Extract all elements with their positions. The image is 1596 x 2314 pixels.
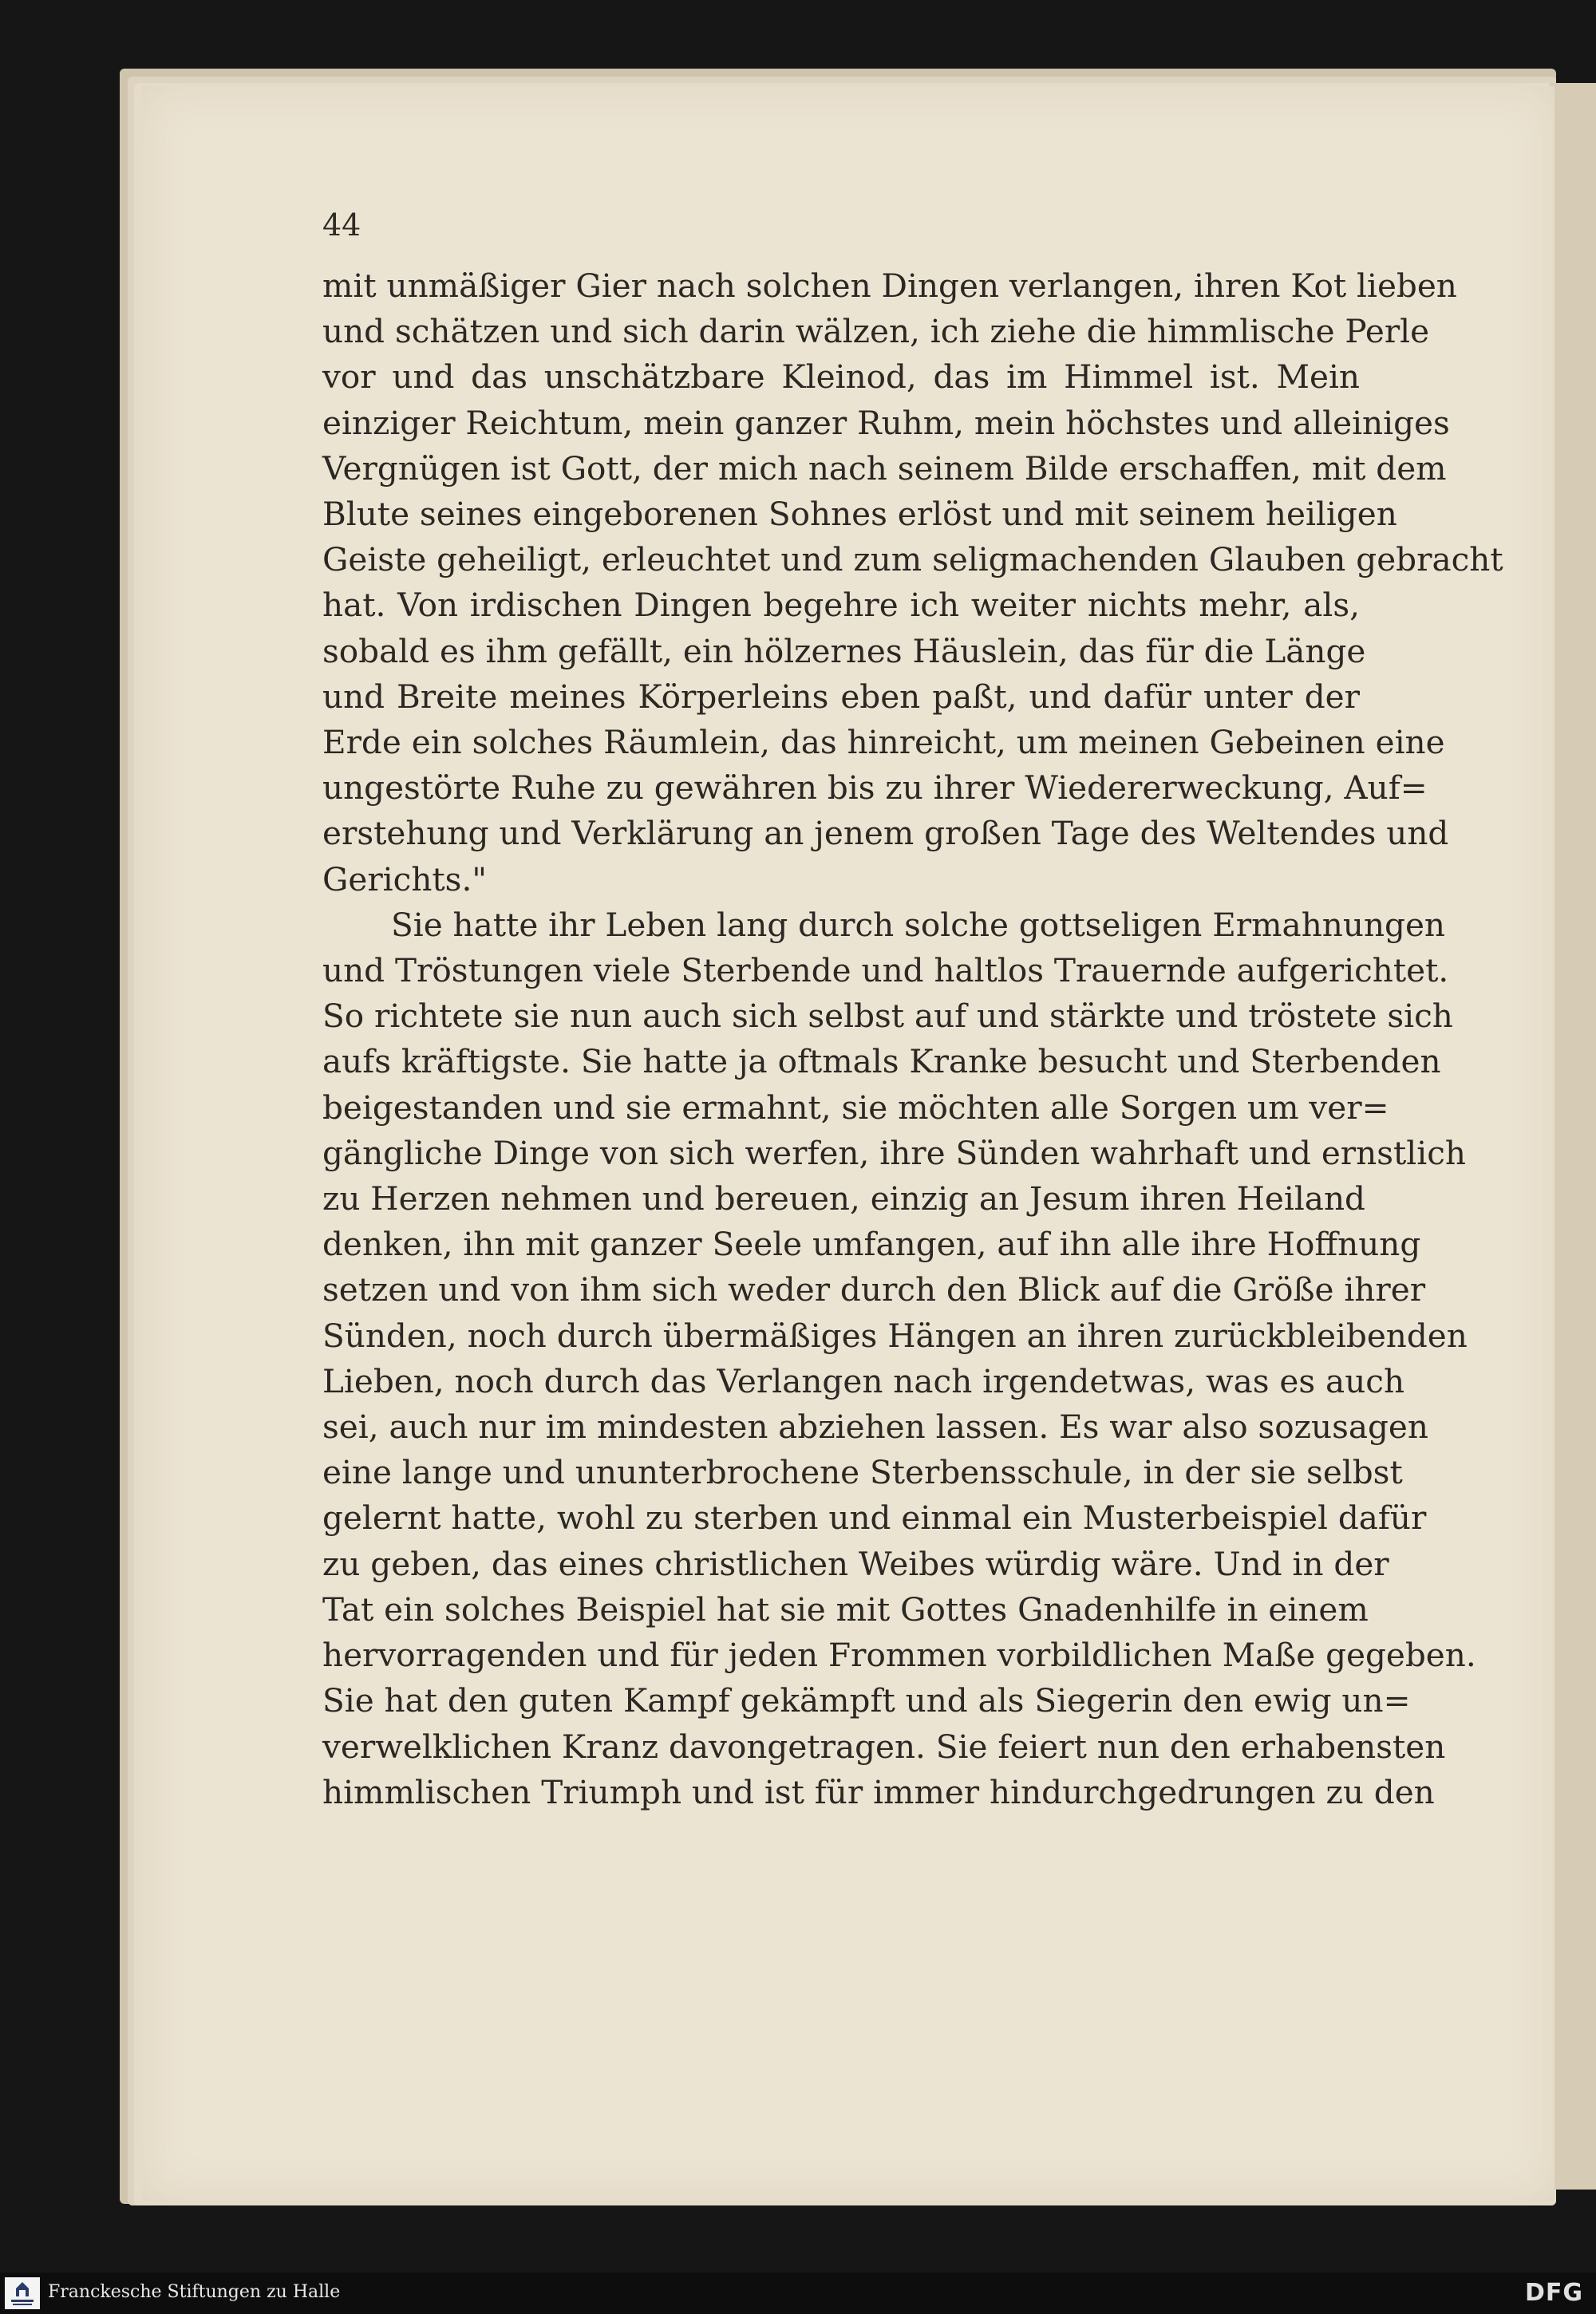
text-line: Blute seines eingeborenen Sohnes erlöst und mit seinem heiligen [322,495,1397,534]
text-line: vor und das unschätzbare Kleinod, das im Himmel ist. Mein [322,357,1360,397]
text-line: ungestörte Ruhe zu gewähren bis zu ihrer Wiedererweckung, Auf= [322,768,1428,808]
text-line: und Breite meines Körperleins eben paßt, und dafür unter der [322,677,1360,716]
text-line: Tat ein solches Beispiel hat sie mit Gottes Gnadenhilfe in einem [322,1589,1369,1629]
institution-label[interactable]: Franckesche Stiftungen zu Halle [48,2282,341,2302]
text-line: erstehung und Verklärung an jenem großen Tage des Weltendes und [322,814,1449,853]
text-line: setzen und von ihm sich weder durch den Blick auf die Größe ihrer [322,1270,1426,1309]
franckesche-stiftungen-logo-icon[interactable] [5,2277,40,2309]
text-line: Sie hat den guten Kampf gekämpft und als Siegerin den ewig un= [322,1681,1411,1720]
facing-page-edge [1550,83,1596,2190]
text-line: und schätzen und sich darin wälzen, ich ziehe die himmlische Perle [322,312,1430,351]
text-line: eine lange und ununterbrochene Sterbensschule, in der sie selbst [322,1453,1403,1492]
text-line: zu Herzen nehmen und bereuen, einzig an Jesum ihren Heiland [322,1179,1365,1218]
text-line: hervorragenden und für jeden Frommen vorbildlichen Maße gegeben. [322,1636,1476,1675]
text-line: und Tröstungen viele Sterbende und haltlos Trauernde aufgerichtet. [322,951,1449,990]
text-line: himmlischen Triumph und ist für immer hindurchgedrungen zu den [322,1772,1435,1811]
text-line: mit unmäßiger Gier nach solchen Dingen verlangen, ihren Kot lieben [322,267,1457,305]
text-line: einziger Reichtum, mein ganzer Ruhm, mein höchstes und alleiniges [322,403,1450,442]
text-line: Sie hatte ihr Leben lang durch solche gottseligen Ermahnungen [391,905,1446,944]
text-line: So richtete sie nun auch sich selbst auf und stärkte und tröstete sich [322,997,1453,1036]
body-text [322,263,1503,1815]
text-line: Sünden, noch durch übermäßiges Hängen an ihren zurückbleibenden [322,1316,1468,1355]
page-number: 44 [322,207,361,243]
viewer-footer [0,2273,1596,2314]
text-line: zu geben, das eines christlichen Weibes würdig wäre. Und in der [322,1544,1389,1583]
dfg-logo: DFG [1524,2279,1583,2307]
text-line: Gerichts." [322,859,487,898]
text-line: hat. Von irdischen Dingen begehre ich weiter nichts mehr, als, [322,586,1360,625]
text-line: sobald es ihm gefällt, ein hölzernes Häuslein, das für die Länge [322,631,1366,670]
text-line: gelernt hatte, wohl zu sterben und einmal ein Musterbeispiel dafür [322,1499,1427,1538]
text-line: Geiste geheiligt, erleuchtet und zum seligmachenden Glauben gebracht [322,540,1503,579]
text-line: sei, auch nur im mindesten abziehen lassen. Es war also sozusagen [322,1408,1428,1447]
text-line: verwelklichen Kranz davongetragen. Sie feiert nun den erhabensten [322,1727,1446,1766]
text-line: gängliche Dinge von sich werfen, ihre Sünden wahrhaft und ernstlich [322,1133,1466,1172]
text-line: Lieben, noch durch das Verlangen nach irgendetwas, was es auch [322,1361,1405,1400]
text-line: Vergnügen ist Gott, der mich nach seinem Bilde erschaffen, mit dem [322,448,1447,488]
text-line: Erde ein solches Räumlein, das hinreicht, um meinen Gebeinen eine [322,723,1445,762]
text-line: aufs kräftigste. Sie hatte ja oftmals Kranke besucht und Sterbenden [322,1042,1441,1081]
text-line: beigestanden und sie ermahnt, sie möchten alle Sorgen um ver= [322,1088,1389,1127]
text-line: denken, ihn mit ganzer Seele umfangen, auf ihn alle ihre Hoffnung [322,1225,1421,1264]
